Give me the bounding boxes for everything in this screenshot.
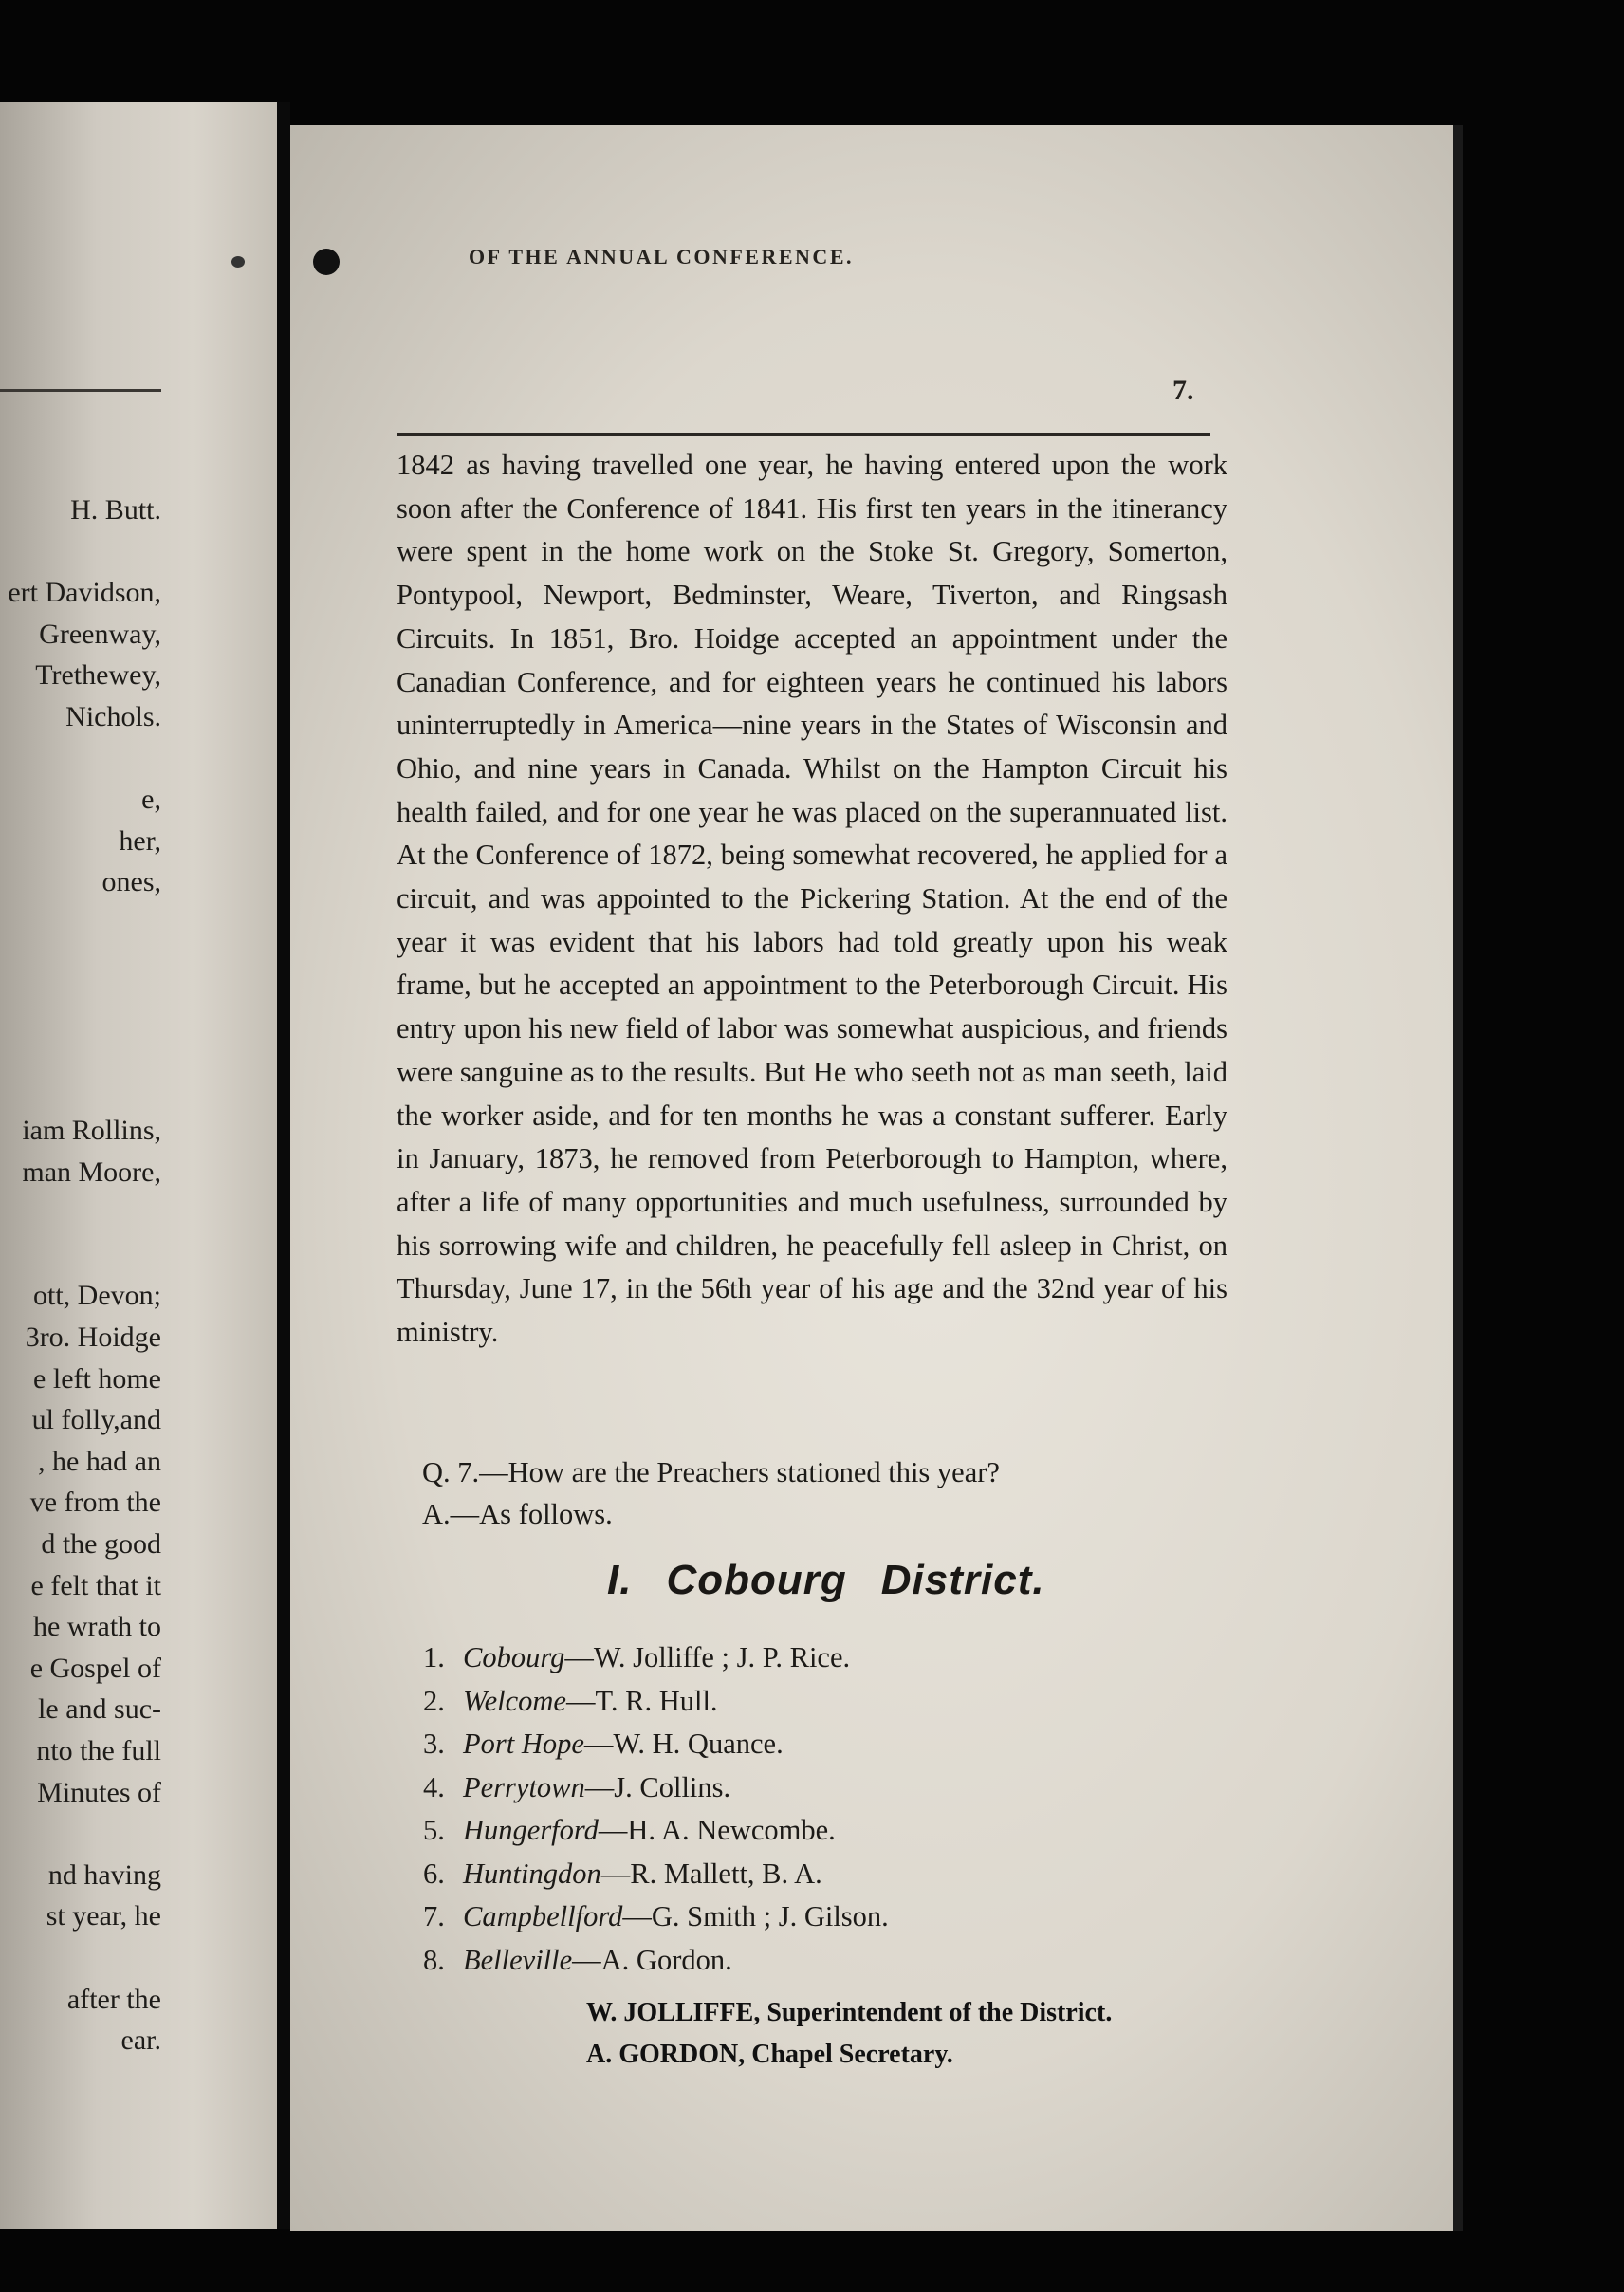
station-item bbox=[423, 1766, 889, 1810]
left-page-line: le and suc- bbox=[38, 1693, 161, 1726]
left-page-line: after the bbox=[66, 1983, 161, 2015]
question-text: Q. 7.—How are the Preachers stationed this year? bbox=[422, 1456, 1000, 1488]
station-item bbox=[423, 1636, 889, 1680]
page-edge-shadow bbox=[1453, 125, 1463, 2231]
left-page-line: e felt that it bbox=[30, 1569, 161, 1601]
left-page-line: Nichols. bbox=[65, 701, 161, 732]
left-page-line: man Moore, bbox=[22, 1155, 161, 1188]
station-item bbox=[423, 1895, 889, 1939]
station-item bbox=[423, 1853, 889, 1896]
station-number: 3. bbox=[423, 1728, 445, 1760]
district-heading bbox=[607, 1557, 1045, 1604]
station-number: 6. bbox=[423, 1857, 445, 1890]
left-page-line: ones, bbox=[102, 866, 161, 898]
left-page-line: ve from the bbox=[29, 1487, 161, 1519]
district-number: I. bbox=[607, 1557, 633, 1603]
station-preachers: —W. Jolliffe ; J. P. Rice. bbox=[564, 1641, 851, 1673]
page-number: 7. bbox=[1172, 375, 1194, 406]
station-place: Cobourg bbox=[463, 1641, 565, 1673]
book-gutter bbox=[277, 102, 290, 2229]
left-page-line: 3ro. Hoidge bbox=[25, 1322, 161, 1353]
station-preachers: —H. A. Newcombe. bbox=[598, 1814, 836, 1846]
obituary-paragraph bbox=[397, 444, 1227, 1355]
station-number: 7. bbox=[423, 1900, 445, 1932]
station-place: Welcome bbox=[463, 1684, 566, 1717]
paragraph-text: 1842 as having travelled one year, he having entered upon the work soon after the Conference of 1841. His first ten years in the itinerancy were spent in the home work on the Stoke St. Gregory, Somerton, Pontypool, Newport, Bedminster, Weare, Tiverton, and Ringsash Circuits. In 1851, Bro. Hoidge accepted an appointment under the Canadian Conference, and for eighteen years he continued his labors uninterruptedly in America—nine years in the States of Wisconsin and Ohio, and nine years in Canada. Whilst on the Hampton Circuit his health failed, and for one year he was placed on the superannuated list. At the Conference of 1872, being somewhat recovered, he applied for a circuit, and was appointed to the Pickering Station. At the end of the year it was evident that his labors had told greatly upon his weak frame, but he accepted an appointment to the Peterborough Circuit. His entry upon his new field of labor was somewhat auspicious, and friends were sanguine as to the results. But He who seeth not as man seeth, laid the worker aside, and for ten months he was a constant sufferer. Early in January, 1873, he removed from Peterborough to Hampton, where, after a life of many opportunities and much usefulness, surrounded by his sorrowing wife and children, he peacefully fell asleep in Christ, on Thursday, June 17, in the 56th year of his age and the 32nd year of his ministry. bbox=[397, 449, 1227, 1349]
ink-blot bbox=[231, 256, 245, 268]
station-place: Campbellford bbox=[463, 1900, 623, 1932]
left-page-line: d the good bbox=[41, 1528, 161, 1560]
left-page-line: Trethewey, bbox=[35, 659, 161, 692]
district-name: Cobourg bbox=[666, 1557, 847, 1603]
left-page-line: ul folly,and bbox=[31, 1404, 161, 1436]
left-page-line: e, bbox=[141, 784, 161, 816]
left-page-line: ott, Devon; bbox=[33, 1280, 161, 1312]
station-place: Hungerford bbox=[463, 1814, 599, 1846]
station-item bbox=[423, 1939, 889, 1983]
left-page-line: he wrath to bbox=[33, 1611, 161, 1643]
left-page-line: st year, he bbox=[46, 1900, 161, 1932]
station-number: 5. bbox=[423, 1814, 445, 1846]
left-page-line: H. Butt. bbox=[70, 494, 161, 526]
station-number: 2. bbox=[423, 1684, 445, 1717]
station-preachers: —R. Mallett, B. A. bbox=[600, 1857, 822, 1890]
left-page-line: ert Davidson, bbox=[8, 577, 161, 609]
station-item bbox=[423, 1680, 889, 1724]
running-head: OF THE ANNUAL CONFERENCE. bbox=[469, 245, 854, 268]
secretary-signature: A. GORDON, Chapel Secretary. bbox=[586, 2040, 953, 2069]
station-number: 4. bbox=[423, 1770, 445, 1803]
left-page-line: e left home bbox=[33, 1362, 161, 1395]
left-page-line: iam Rollins, bbox=[22, 1115, 161, 1146]
left-page-line: ear. bbox=[120, 2024, 161, 2057]
left-page-line: Minutes of bbox=[37, 1776, 161, 1808]
station-preachers: —W. H. Quance. bbox=[583, 1728, 784, 1760]
station-number: 8. bbox=[423, 1943, 445, 1976]
station-list bbox=[423, 1636, 889, 1982]
left-page-line: her, bbox=[119, 824, 161, 857]
station-place: Huntingdon bbox=[463, 1857, 601, 1890]
station-place: Belleville bbox=[463, 1943, 573, 1976]
station-place: Perrytown bbox=[463, 1770, 585, 1803]
left-page-line: nto the full bbox=[36, 1735, 161, 1766]
left-page-line: Greenway, bbox=[39, 618, 161, 650]
left-page-rule bbox=[0, 389, 161, 392]
district-word: District. bbox=[880, 1557, 1045, 1603]
station-preachers: —T. R. Hull. bbox=[565, 1684, 718, 1717]
left-page-line: nd having bbox=[47, 1858, 161, 1891]
signature-block bbox=[586, 1992, 1112, 2076]
station-item bbox=[423, 1723, 889, 1766]
header-rule bbox=[397, 433, 1210, 436]
station-place: Port Hope bbox=[463, 1728, 584, 1760]
answer-text: A.—As follows. bbox=[422, 1498, 613, 1530]
superintendent-signature: W. JOLLIFFE, Superintendent of the District. bbox=[586, 1998, 1113, 2027]
question-answer bbox=[422, 1451, 1000, 1535]
left-page-line: , he had an bbox=[38, 1445, 161, 1477]
station-item bbox=[423, 1809, 889, 1853]
left-page-line: e Gospel of bbox=[29, 1652, 161, 1684]
ink-blot bbox=[313, 249, 340, 275]
station-preachers: —G. Smith ; J. Gilson. bbox=[622, 1900, 889, 1932]
station-preachers: —A. Gordon. bbox=[572, 1943, 732, 1976]
station-preachers: —J. Collins. bbox=[584, 1770, 731, 1803]
station-number: 1. bbox=[423, 1641, 445, 1673]
previous-page-fragment bbox=[0, 102, 277, 2229]
